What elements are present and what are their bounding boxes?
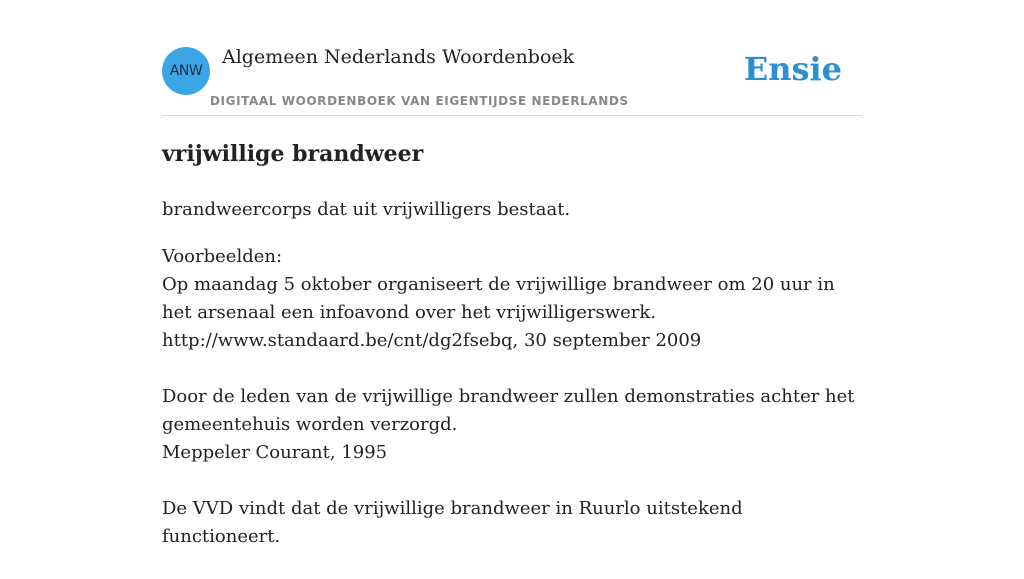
example-item <box>162 383 862 467</box>
example-text: Op maandag 5 oktober organiseert de vrijwillige brandweer om 20 uur in het arsenaal een infoavond over het vrijwilligerswerk. <box>162 274 835 323</box>
examples-section <box>162 243 862 551</box>
example-item <box>162 495 862 551</box>
dictionary-title[interactable]: Algemeen Nederlands Woordenboek <box>222 46 575 68</box>
entry-definition: brandweercorps dat uit vrijwilligers bestaat. <box>162 199 571 220</box>
anw-logo[interactable]: ANW <box>162 47 210 95</box>
example-text: Door de leden van de vrijwillige brandweer zullen demonstraties achter het gemeentehuis worden verzorgd. <box>162 386 855 435</box>
example-source: Meppeler Courant, 1995 <box>162 442 388 463</box>
example-text: De VVD vindt dat de vrijwillige brandweer in Ruurlo uitstekend functioneert. <box>162 498 743 547</box>
dictionary-subtitle: DIGITAAL WOORDENBOEK VAN EIGENTIJDSE NEDERLANDS <box>210 94 629 108</box>
example-item <box>162 271 862 355</box>
example-source: http://www.standaard.be/cnt/dg2fsebq, 30 september 2009 <box>162 330 702 351</box>
entry-content <box>162 138 862 579</box>
ensie-brand-link[interactable]: Ensie <box>743 50 842 88</box>
entry-headword: vrijwillige brandweer <box>162 141 424 167</box>
examples-label: Voorbeelden: <box>162 246 283 267</box>
site-header <box>162 44 862 116</box>
